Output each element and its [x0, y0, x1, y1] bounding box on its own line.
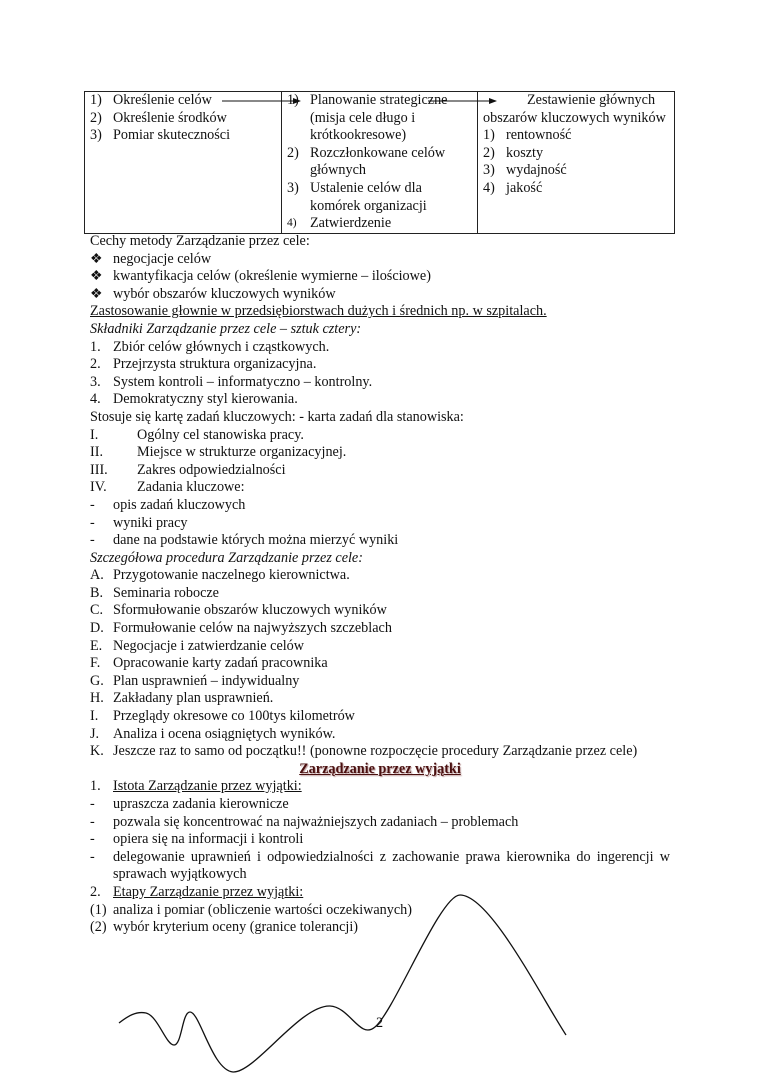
component-item	[90, 356, 670, 374]
list-text: Sformułowanie obszarów kluczowych wyników	[113, 602, 387, 619]
list-text: Zadania kluczowe:	[137, 479, 245, 496]
list-text: wybór kryterium oceny (granice tolerancji)	[113, 919, 359, 936]
list-marker: G.	[90, 672, 104, 689]
list-text: opiera się na informacji i kontroli	[113, 831, 304, 848]
feature-item	[90, 251, 670, 269]
list-item: jakość	[506, 179, 543, 196]
list-text: Plan usprawnień – indywidualny	[113, 672, 300, 689]
list-text: Etapy Zarządzanie przez wyjątki:	[113, 883, 304, 900]
feature-item	[90, 286, 670, 304]
list-text: System kontroli – informatyczno – kontrolny.	[113, 373, 373, 390]
procedure-item	[90, 620, 670, 638]
card-title: Stosuje się kartę zadań kluczowych: - karta zadań dla stanowiska:	[90, 408, 464, 425]
card-item	[90, 462, 670, 480]
list-marker: D.	[90, 620, 104, 637]
table-col-2	[282, 92, 478, 234]
list-marker: 3.	[90, 373, 101, 390]
list-text: dane na podstawie których można mierzyć wyniki	[113, 532, 399, 549]
list-item: Planowanie strategiczne (misja cele długo i krótkookresowe)	[310, 92, 448, 144]
list-text: Miejsce w strukturze organizacyjnej.	[137, 444, 347, 461]
procedure-item	[90, 585, 670, 603]
list-text: Zakres odpowiedzialności	[137, 461, 286, 478]
section-heading: Zarządzanie przez wyjątki	[299, 760, 461, 777]
procedure-item	[90, 673, 670, 691]
list-text: delegowanie uprawnień i odpowiedzialności z zachowanie prawa kierownika do ingerencji w sprawach wyjątkowych	[113, 848, 670, 883]
application-note: Zastosowanie głownie w przedsiębiorstwach dużych i średnich np. w szpitalach.	[90, 303, 547, 320]
list-text: Przeglądy okresowe co 100tys kilometrów	[113, 708, 355, 725]
list-marker: -	[90, 532, 95, 549]
list-number: 1)	[287, 92, 299, 108]
list-text: pozwala się koncentrować na najważniejszych zadaniach – problemach	[113, 813, 519, 830]
list-marker: ❖	[90, 268, 103, 285]
procedure-item	[90, 655, 670, 673]
page-number: 2	[376, 1015, 384, 1031]
list-marker: II.	[90, 444, 103, 461]
list-text: opis zadań kluczowych	[113, 496, 246, 513]
list-text: Seminaria robocze	[113, 584, 219, 601]
list-text: negocjacje celów	[113, 250, 212, 267]
features-title: Cechy metody Zarządzanie przez cele:	[90, 233, 310, 249]
essence-title	[90, 778, 670, 796]
feature-item	[90, 268, 670, 286]
list-number: 2)	[90, 109, 102, 126]
procedure-item	[90, 690, 670, 708]
list-marker: -	[90, 514, 95, 531]
component-item	[90, 374, 670, 392]
list-number: 3)	[287, 179, 299, 196]
list-item: koszty	[506, 144, 544, 161]
components-title: Składniki Zarządzanie przez cele – sztuk cztery:	[90, 320, 362, 337]
list-text: Zbiór celów głównych i cząstkowych.	[113, 338, 330, 355]
list-number: 4)	[287, 217, 297, 230]
list-item: Rozczłonkowane celów głównych	[310, 144, 446, 179]
list-marker: -	[90, 813, 95, 830]
list-text: Demokratyczny styl kierowania.	[113, 391, 298, 408]
card-task-item	[90, 532, 670, 550]
list-item: Określenie środków	[113, 109, 227, 126]
list-marker: 1.	[90, 778, 101, 795]
list-number: 1)	[483, 127, 495, 144]
list-marker: J.	[90, 725, 100, 742]
list-number: 4)	[483, 179, 495, 196]
list-marker: 1.	[90, 338, 101, 355]
component-item	[90, 339, 670, 357]
list-marker: IV.	[90, 479, 107, 496]
stage-item	[90, 919, 670, 937]
list-marker: F.	[90, 655, 101, 672]
essence-item	[90, 796, 670, 814]
card-item	[90, 427, 670, 445]
list-marker: III.	[90, 461, 108, 478]
stage-item	[90, 902, 670, 920]
essence-item	[90, 831, 670, 849]
essence-item	[90, 814, 670, 832]
list-marker: -	[90, 796, 95, 812]
list-marker: 2.	[90, 356, 101, 373]
component-item	[90, 391, 670, 409]
list-number: 2)	[483, 144, 495, 161]
card-item	[90, 444, 670, 462]
list-marker: ❖	[90, 285, 103, 302]
list-text: Opracowanie karty zadań pracownika	[113, 655, 328, 672]
list-marker: K.	[90, 743, 104, 760]
document-body	[90, 233, 670, 937]
table-col-3	[478, 92, 675, 234]
list-text: wybór obszarów kluczowych wyników	[113, 285, 336, 302]
list-marker: C.	[90, 602, 104, 619]
list-text: Jeszcze raz to samo od początku!! (ponowne rozpoczęcie procedury Zarządzanie przez cele)	[113, 743, 638, 760]
list-item: Ustalenie celów dla komórek organizacji	[310, 179, 427, 214]
list-item: wydajność	[506, 162, 567, 179]
list-text: Istota Zarządzanie przez wyjątki:	[113, 778, 302, 795]
list-marker: I.	[90, 426, 99, 443]
list-text: wyniki pracy	[113, 514, 188, 531]
list-marker: B.	[90, 584, 104, 601]
goals-table	[84, 91, 675, 234]
essence-item	[90, 849, 670, 884]
list-marker: (2)	[90, 919, 107, 936]
list-text: analiza i pomiar (obliczenie wartości oczekiwanych)	[113, 901, 412, 918]
list-marker: 2.	[90, 883, 101, 900]
list-item: Zatwierdzenie	[310, 215, 392, 232]
list-text: Przejrzysta struktura organizacyjna.	[113, 356, 317, 373]
list-number: 3)	[90, 127, 102, 144]
procedure-item	[90, 602, 670, 620]
list-marker: A.	[90, 567, 104, 584]
list-marker: ❖	[90, 250, 103, 267]
table-col-1	[85, 92, 282, 234]
list-item: rentowność	[506, 127, 572, 144]
stages-title	[90, 884, 670, 902]
procedure-title: Szczegółowa procedura Zarządzanie przez cele:	[90, 549, 363, 566]
list-number: 2)	[287, 144, 299, 161]
list-number: 3)	[483, 162, 495, 179]
list-text: kwantyfikacja celów (określenie wymierne – ilościowe)	[113, 268, 431, 285]
list-marker: -	[90, 848, 95, 865]
list-text: Ogólny cel stanowiska pracy.	[137, 426, 304, 443]
list-marker: (1)	[90, 901, 107, 918]
list-text: upraszcza zadania kierownicze	[113, 796, 289, 812]
card-task-item	[90, 515, 670, 533]
list-item: Określenie celów	[113, 92, 212, 108]
list-item: Pomiar skuteczności	[113, 127, 231, 144]
list-number: 1)	[90, 92, 102, 108]
list-text: Negocjacje i zatwierdzanie celów	[113, 637, 305, 654]
list-text: Formułowanie celów na najwyższych szczeblach	[113, 620, 392, 637]
procedure-item	[90, 708, 670, 726]
list-marker: E.	[90, 637, 103, 654]
list-text: Przygotowanie naczelnego kierownictwa.	[113, 567, 350, 584]
list-text: Zakładany plan usprawnień.	[113, 690, 274, 707]
list-marker: I.	[90, 708, 99, 725]
card-task-item	[90, 497, 670, 515]
procedure-item	[90, 726, 670, 744]
procedure-item	[90, 743, 670, 761]
procedure-item	[90, 638, 670, 656]
list-marker: H.	[90, 690, 104, 707]
list-marker: -	[90, 496, 95, 513]
list-marker: -	[90, 831, 95, 848]
list-marker: 4.	[90, 391, 101, 408]
procedure-item	[90, 567, 670, 585]
card-item	[90, 479, 670, 497]
col3-title: Zestawienie głównych obszarów kluczowych wyników	[483, 92, 666, 126]
list-text: Analiza i ocena osiągniętych wyników.	[113, 725, 336, 742]
